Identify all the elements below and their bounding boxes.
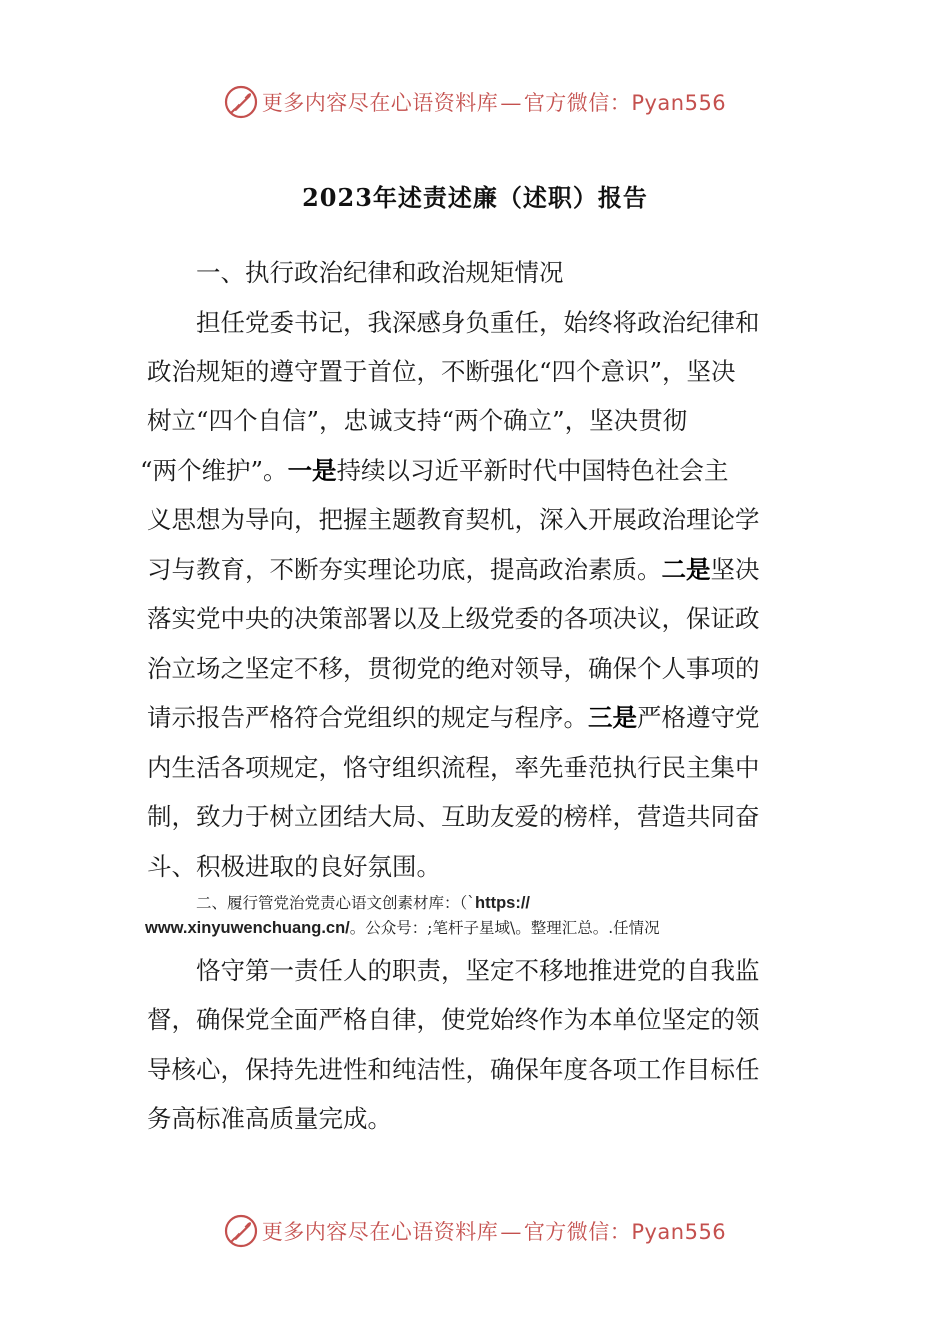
paragraph-line [147,555,760,585]
paragraph-line: 治立场之坚定不移，贯彻党的绝对领导，确保个人事项的 [147,654,760,683]
section-heading-1: 一、执行政治纪律和政治规矩情况 [196,258,564,287]
text-segment: 请示报告严格符合党组织的规定与程序。 [147,703,588,732]
section-heading-2-line2 [145,918,660,938]
header-watermark-banner [0,82,950,122]
paragraph-line: 义思想为导向，把握主题教育契机，深入开展政治理论学 [147,505,760,534]
paragraph-line: 恪守第一责任人的职责，坚定不移地推进党的自我监 [196,956,760,985]
paragraph-line: 导核心，保持先进性和纯洁性，确保年度各项工作目标任 [147,1055,760,1084]
banner-wechat-id: Pyan556 [631,1220,727,1244]
paragraph-line [147,703,760,733]
paragraph-line [140,456,729,486]
bold-keyword: 三是 [588,703,637,732]
paragraph-line: 督，确保党全面严格自律，使党始终作为本单位坚定的领 [147,1005,760,1034]
text-segment: 持续以习近平新时代中国特色社会主 [336,456,729,485]
quill-logo-icon [224,85,258,119]
text-segment: 习与教育，不断夯实理论功底，提高政治素质。 [147,555,662,584]
text-segment: “两个维护”。 [140,456,288,485]
source-url-part: www.xinyuwenchuang.cn/ [145,919,350,937]
paragraph-line: 务高标准高质量完成。 [147,1104,392,1133]
banner-main-text: 更多内容尽在心语资料库 [261,91,499,115]
bold-keyword: 二是 [661,555,711,584]
paragraph-line: 树立“四个自信”，忠诚支持“两个确立”，坚决贯彻 [147,406,688,435]
paragraph-line: 制，致力于树立团结大局、互助友爱的榜样，营造共同奋 [147,802,760,831]
paragraph-line: 内生活各项规定，恪守组织流程，率先垂范执行民主集中 [147,753,760,782]
banner-wechat-label: 官方微信： [523,91,632,115]
quill-logo-icon [224,1214,258,1248]
text-segment: 坚决 [710,555,760,584]
footer-watermark-banner [0,1211,950,1251]
paragraph-line: 落实党中央的决策部署以及上级党委的各项决议，保证政 [147,604,760,633]
paragraph-line: 担任党委书记，我深感身负重任，始终将政治纪律和 [196,308,760,337]
banner-main-text: 更多内容尽在心语资料库 [261,1220,499,1244]
banner-separator: — [500,1220,522,1244]
text-segment: 。公众号：;笔杆子星域\。整理汇总。.任情况 [349,919,660,937]
bold-keyword: 一是 [287,456,337,485]
banner-text [262,87,726,117]
document-title: 2023年述责述廉（述职）报告 [302,183,648,212]
paragraph-line: 斗、积极进取的良好氛围。 [147,852,441,881]
text-segment: 二、履行管党治党责心语文创素材库：（` [196,894,476,912]
banner-wechat-id: Pyan556 [631,91,727,115]
banner-text [262,1216,726,1246]
banner-separator: — [500,91,522,115]
section-heading-2-line1 [196,893,530,913]
text-segment: 严格遵守党 [637,703,760,732]
banner-wechat-label: 官方微信： [523,1220,632,1244]
paragraph-line: 政治规矩的遵守置于首位，不断强化“四个意识”，坚决 [147,357,736,386]
source-url-part: https:// [475,894,531,912]
